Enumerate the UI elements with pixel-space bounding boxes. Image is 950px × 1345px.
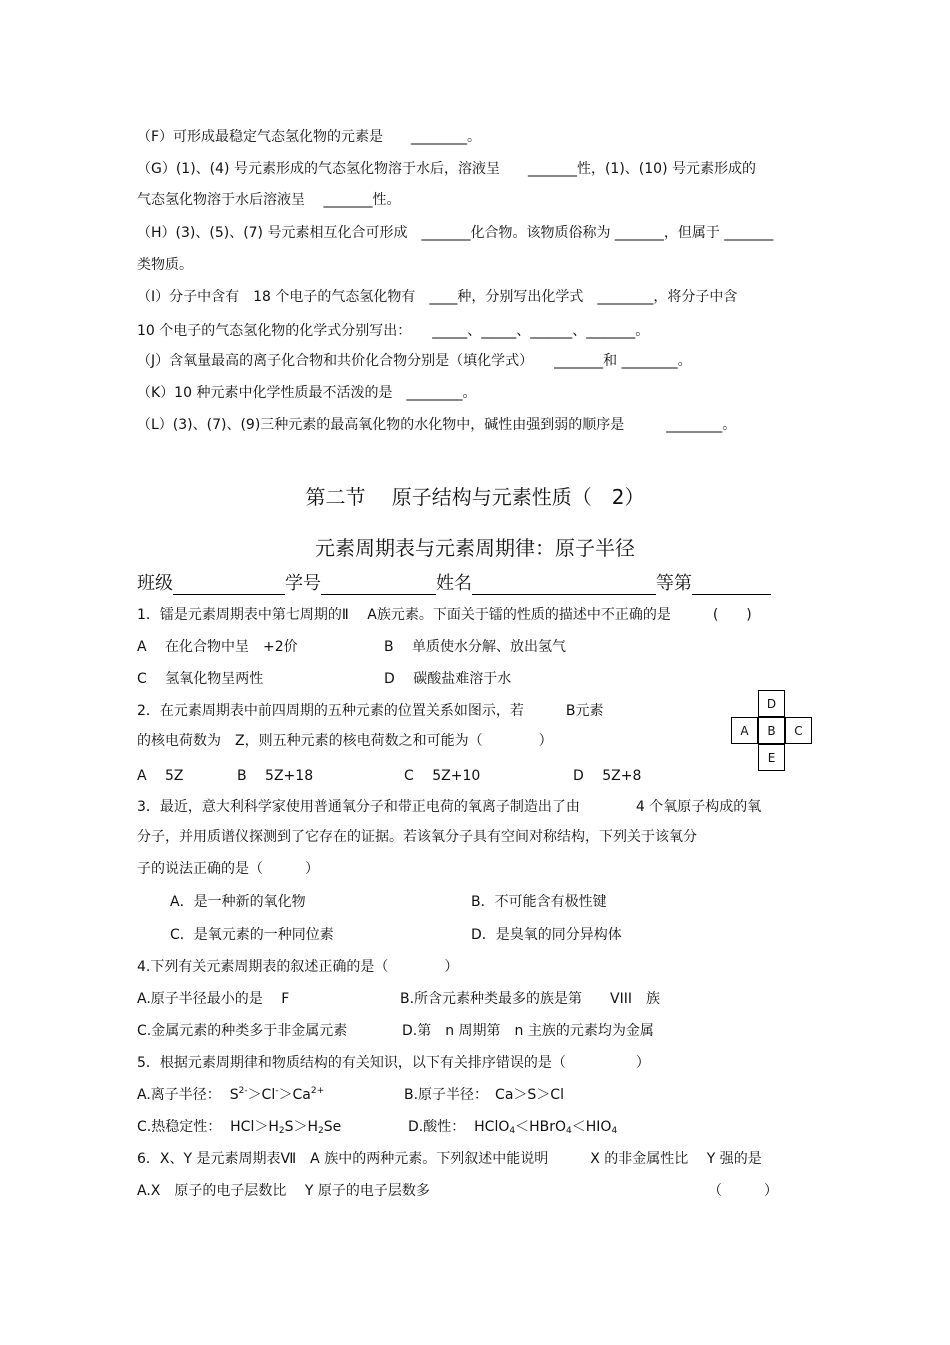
part1-line-h1: （H）(3)、(5)、(7) 号元素相互化合可形成 _______化合物。该物质俗称为 _______，但属于 _______ — [137, 225, 774, 241]
q5-option-a — [137, 1086, 324, 1104]
part1-line-l: （L）(3)、(7)、(9)三种元素的最高氧化物的水化物中，碱性由强到弱的顺序是 ________。 — [137, 417, 737, 433]
part1-line-g1: （G）(1)、(4) 号元素形成的气态氢化物溶于水后，溶液呈 _______性，(1)、(10) 号元素形成的 — [137, 161, 756, 177]
q5-c-part1: HCl＞H — [230, 1119, 279, 1135]
grade-label: 等第 — [656, 573, 692, 594]
q4-stem: 4.下列有关元素周期表的叙述正确的是（ ） — [137, 959, 459, 975]
q2-option-a: A 5Z — [137, 768, 184, 784]
q4-option-d: D.第 n 周期第 n 主族的元素均为金属 — [402, 1023, 654, 1039]
q1-stem: 1．镭是元素周期表中第七周期的Ⅱ A族元素。下面关于镭的性质的描述中不正确的是 ( ) — [137, 607, 752, 623]
name-field[interactable] — [472, 574, 656, 595]
section-subtitle: 元素周期表与元素周期律：原子半径 — [315, 536, 635, 560]
part1-line-i2: 10 个电子的气态氢化物的化学式分别写出： _____、_____、______、_______。 — [137, 323, 650, 339]
q5-option-b: B.原子半径： Ca＞S＞Cl — [404, 1087, 564, 1103]
q5-d-sub3: 4 — [611, 1126, 618, 1136]
q3-option-c: C．是氧元素的一种同位素 — [170, 927, 334, 943]
q5-a-ca-charge: 2+ — [310, 1086, 325, 1096]
cell-d: D — [758, 690, 785, 717]
q2-stem-line2: 的核电荷数为 Z，则五种元素的核电荷数之和可能为（ ） — [137, 733, 553, 749]
q5-a-s: S — [229, 1087, 239, 1103]
q5-a-cl: ＞Cl — [247, 1087, 276, 1103]
section-title: 第二节 原子结构与元素性质（ 2） — [305, 485, 645, 509]
q1-option-c: C 氢氧化物呈两性 — [137, 671, 264, 687]
cell-c: C — [785, 717, 812, 744]
q5-d-sub2: 4 — [566, 1126, 572, 1136]
q2-option-b: B 5Z+18 — [237, 768, 314, 784]
q5-c-part2: S＞H — [284, 1119, 319, 1135]
q5-option-c — [137, 1118, 341, 1136]
q1-option-d: D 碳酸盐难溶于水 — [384, 671, 512, 687]
q5-d-part3: ＜HIO — [571, 1119, 612, 1135]
part1-line-g2: 气态氢化物溶于水后溶液呈 _______性。 — [137, 192, 401, 208]
q4-option-c: C.金属元素的种类多于非金属元素 — [137, 1023, 348, 1039]
q5-d-sub1: 4 — [509, 1126, 516, 1136]
q5-c-label: C.热稳定性： — [137, 1119, 222, 1135]
q5-d-part2: ＜HBrO — [515, 1119, 567, 1135]
q1-option-a: A 在化合物中呈 +2价 — [137, 639, 298, 655]
number-label: 学号 — [285, 573, 321, 594]
q3-stem-line3: 子的说法正确的是（ ） — [137, 861, 319, 877]
cell-a: A — [731, 717, 758, 744]
q5-a-s-charge: 2- — [238, 1086, 248, 1096]
part1-line-h2: 类物质。 — [137, 257, 193, 273]
q2-stem-line1: 2．在元素周期表中前四周期的五种元素的位置关系如图示，若 B元素 — [137, 703, 604, 719]
student-info-form — [137, 569, 771, 595]
grade-field[interactable] — [692, 574, 771, 595]
part1-line-j: （J）含氧量最高的离子化合物和共价化合物分别是（填化学式） _______和 ________。 — [137, 353, 692, 369]
q5-a-cl-charge: - — [275, 1086, 279, 1096]
q6-option-a: A.X 原子的电子层数比 Y 原子的电子层数多 — [137, 1183, 430, 1199]
q1-option-b: B 单质使水分解、放出氢气 — [384, 639, 567, 655]
name-label: 姓名 — [436, 573, 472, 594]
q5-d-label: D.酸性： — [408, 1119, 466, 1135]
q3-option-d: D．是臭氧的同分异构体 — [471, 927, 622, 943]
q5-c-part3: Se — [323, 1119, 342, 1135]
number-field[interactable] — [321, 574, 436, 595]
q5-a-ca: ＞Ca — [278, 1087, 311, 1103]
q6-answer-paren: （ ） — [708, 1183, 778, 1199]
q3-option-b: B．不可能含有极性键 — [471, 894, 607, 910]
part1-line-f: （F）可形成最稳定气态氢化物的元素是 ________。 — [137, 129, 482, 145]
class-label: 班级 — [137, 573, 173, 594]
q5-c-sub1: 2 — [278, 1126, 285, 1136]
q5-c-sub2: 2 — [318, 1126, 324, 1136]
q6-stem: 6．X、Y 是元素周期表Ⅶ A 族中的两种元素。下列叙述中能说明 X 的非金属性比 Y 强的是 — [137, 1151, 762, 1167]
q5-option-d — [408, 1118, 617, 1136]
q4-option-b: B.所含元素种类最多的族是第 VIII 族 — [400, 991, 661, 1007]
q2-option-c: C 5Z+10 — [404, 768, 481, 784]
q5-stem: 5．根据元素周期律和物质结构的有关知识，以下有关排序错误的是（ ） — [137, 1055, 650, 1071]
cell-b: B — [758, 717, 785, 744]
q3-stem-line2: 分子，并用质谱仪探测到了它存在的证据。若该氧分子具有空间对称结构，下列关于该氧分 — [137, 829, 697, 845]
part1-line-i1: （I）分子中含有 18 个电子的气态氢化物有 ____种，分别写出化学式 ________，将分子中含 — [137, 289, 738, 305]
q3-option-a: A．是一种新的氧化物 — [170, 894, 306, 910]
q4-option-a: A.原子半径最小的是 F — [137, 991, 290, 1007]
q5-d-part1: HClO — [474, 1119, 510, 1135]
cell-e: E — [758, 744, 785, 771]
q3-stem-line1: 3．最近，意大利科学家使用普通氧分子和带正电荷的氧离子制造出了由 4 个氧原子构成的氧 — [137, 799, 762, 815]
q5-a-label: A.离子半径： — [137, 1087, 221, 1103]
part1-line-k: （K）10 种元素中化学性质最不活泼的是 ________。 — [137, 385, 477, 401]
q2-option-d: D 5Z+8 — [573, 768, 642, 784]
class-field[interactable] — [173, 574, 285, 595]
